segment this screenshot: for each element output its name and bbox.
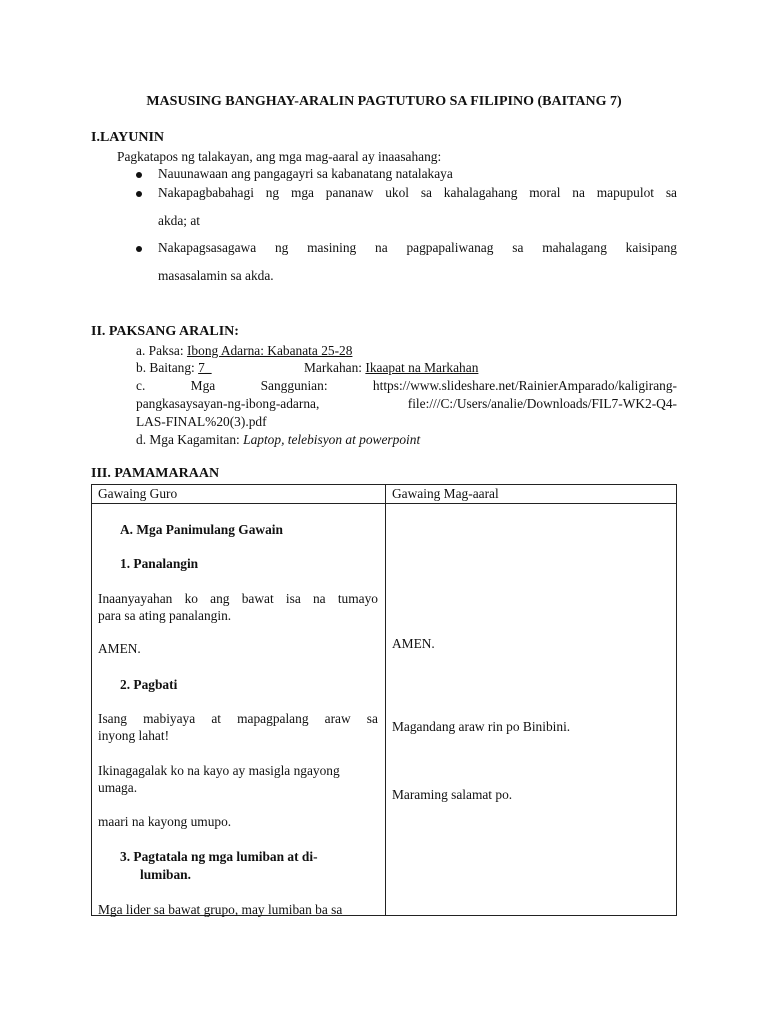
guro-p2-line-1 [98, 711, 378, 727]
table-header-divider [92, 503, 676, 504]
magaaral-greet: Magandang araw rin po Binibini. [392, 719, 571, 734]
paksa-a-label: a. Paksa: [136, 343, 184, 358]
col-header-magaaral: Gawaing Mag-aaral [392, 486, 499, 501]
word: Inaanyayahan [98, 591, 173, 606]
guro-p3-line-1: Ikinagagalak ko na kayo ay masigla ngayong [98, 763, 340, 778]
paksa-c-line-3: LAS-FINAL%20(3).pdf [136, 414, 267, 429]
table-divider [385, 485, 386, 915]
c-word: c. [136, 378, 146, 393]
word: ko [184, 591, 198, 606]
c-link: file:///C:/Users/analie/Downloads/FIL7-WK2-Q4- [407, 396, 677, 411]
guro-p1-line-1 [98, 591, 378, 607]
layunin-bullet-2-cont: akda; at [158, 213, 201, 228]
layunin-bullet-2: Nakapagbabahagi ng mga pananaw ukol sa kahalagahang moral na mapupulot sa [158, 185, 677, 200]
paksa-heading: II. PAKSANG ARALIN: [91, 324, 239, 339]
guro-p4: maari na kayong umupo. [98, 814, 232, 829]
c-word: Sanggunian: [260, 378, 328, 393]
section-a-heading: A. Mga Panimulang Gawain [120, 522, 283, 537]
paksa-c-line-1 [136, 378, 677, 394]
bullet-icon [136, 246, 142, 252]
page-title: MASUSING BANGHAY-ARALIN PAGTUTURO SA FILIPINO (BAITANG 7) [146, 94, 622, 109]
paksa-a [136, 343, 352, 359]
c-link: https://www.slideshare.net/RainierAmparado/kaligirang- [372, 378, 677, 393]
item-panalangin: 1. Panalangin [120, 556, 199, 571]
layunin-bullet-3: Nakapagsasagawa ng masining na pagpapaliwanag sa mahalagang kaisipang [158, 240, 677, 255]
col-header-guro: Gawaing Guro [98, 486, 178, 501]
paksa-c-line-2 [136, 396, 677, 412]
magaaral-amen: AMEN. [392, 636, 435, 651]
paksa-b-label: b. Baitang: [136, 360, 195, 375]
paksa-markahan [304, 360, 478, 376]
paksa-d [136, 432, 420, 448]
word: mapagpalang [237, 711, 309, 726]
guro-amen: AMEN. [98, 641, 141, 656]
paksa-b-value: 7_ [198, 360, 212, 375]
markahan-label: Markahan: [304, 360, 363, 375]
word: tumayo [337, 591, 378, 606]
guro-p3-line-2: umaga. [98, 780, 138, 795]
magaaral-thanks: Maraming salamat po. [392, 787, 513, 802]
paksa-a-value: Ibong Adarna: Kabanata 25-28 [186, 343, 353, 358]
pamamaraan-table [91, 484, 677, 916]
layunin-heading: I.LAYUNIN [91, 130, 165, 145]
layunin-bullet-3-cont: masasalamin sa akda. [158, 268, 274, 283]
word: ang [210, 591, 230, 606]
markahan-value: Ikaapat na Markahan [365, 360, 479, 375]
c-word: Mga [190, 378, 216, 393]
item-pagbati: 2. Pagbati [120, 677, 178, 692]
paksa-b [136, 360, 212, 376]
guro-p1-line-2: para sa ating panalangin. [98, 608, 232, 623]
pamamaraan-heading: III. PAMAMARAAN [91, 466, 220, 481]
item-pagtatala-cont: lumiban. [140, 867, 191, 882]
word: na [312, 591, 326, 606]
paksa-d-label: d. Mga Kagamitan: [136, 432, 240, 447]
layunin-bullet-1: Nauunawaan ang pangagayri sa kabanatang natalakaya [158, 166, 453, 181]
bullet-icon [136, 191, 142, 197]
paksa-d-value: Laptop, telebisyon at powerpoint [243, 432, 421, 447]
word: Isang [98, 711, 128, 726]
word: sa [366, 711, 378, 726]
word: bawat [241, 591, 274, 606]
layunin-intro: Pagkatapos ng talakayan, ang mga mag-aaral ay inaasahang: [117, 149, 442, 164]
guro-p5: Mga lider sa bawat grupo, may lumiban ba sa [98, 902, 343, 917]
word: isa [285, 591, 301, 606]
item-pagtatala: 3. Pagtatala ng mga lumiban at di- [120, 849, 318, 864]
word: mabiyaya [143, 711, 196, 726]
guro-p2-line-2: inyong lahat! [98, 728, 170, 743]
bullet-icon [136, 172, 142, 178]
word: at [211, 711, 221, 726]
c-link: pangkasaysayan-ng-ibong-adarna, [136, 396, 320, 411]
word: araw [324, 711, 351, 726]
